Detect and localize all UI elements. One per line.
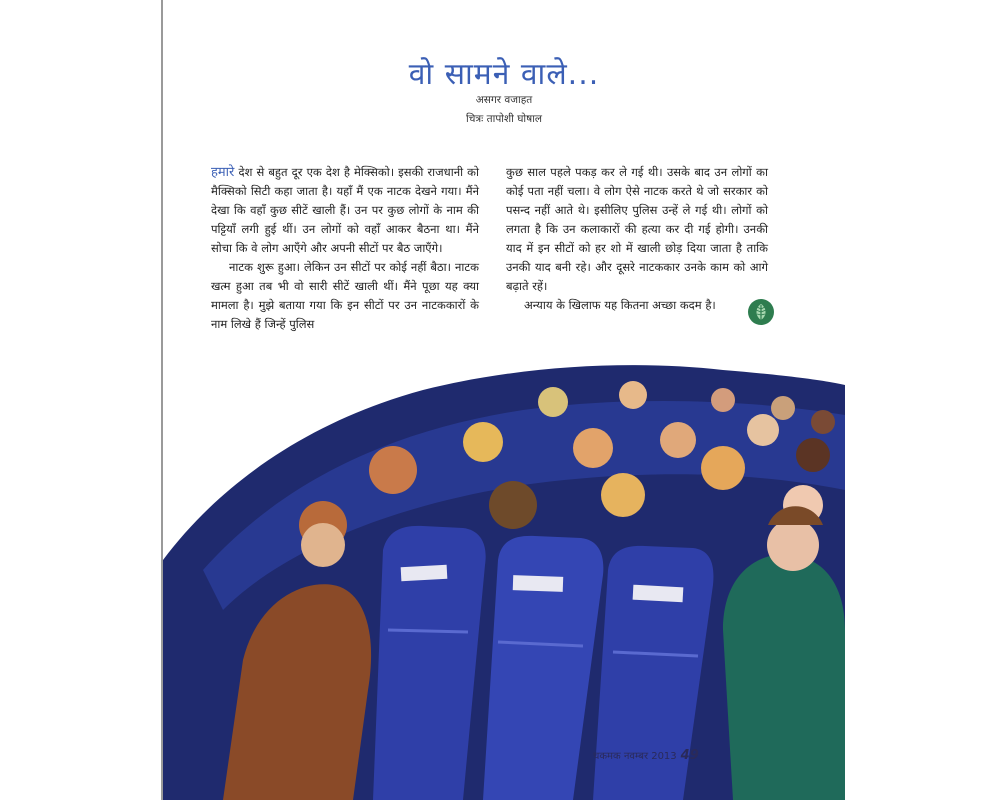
lead-word: हमारे [211,165,235,180]
paragraph: नाटक शुरू हुआ। लेकिन उन सीटों पर कोई नहीं बैठा। नाटक खत्म हुआ तब भी वो सारी सीटें खाली थीं। मैंने पूछा यह क्या मामला है। मुझे बताया गया कि इन सीटों पर उन नाटककारों के नाम लिखे हैं जिन्हें पुलिस [211,260,479,331]
paragraph: कुछ साल पहले पकड़ कर ले गई थी। उसके बाद उन लोगों का कोई पता नहीं चला। वे लोग ऐसे नाटक करते थे जो सरकार को पसन्द नहीं आते थे। इसीलिए पुलिस उन्हें ले गई थी। लोगों को लगता है कि उन कलाकारों की हत्या कर दी गई होगी। उनकी याद में इन सीटों को हर शो में खाली छोड़ दिया जाता है ताकि उनकी याद बनी रहे। और दूसरे नाटककार उनके काम को आगे बढ़ाते रहें। [506,165,768,293]
magazine-page [163,0,845,800]
text-column-right [506,163,768,315]
author-name: असगर वजाहत [475,94,533,106]
text-column-left [211,163,479,334]
magazine-name: चकमक नवम्बर 2013 [593,751,677,762]
illustrator-credit: चित्रः तापोशी घोषाल [465,113,543,125]
audience-member-right [723,554,845,800]
page-number: 49 [680,748,699,763]
theatre-audience-illustration [163,330,845,800]
paragraph: अन्याय के खिलाफ यह कितना अच्छा कदम है। [524,298,716,312]
paragraph [211,163,479,258]
story-title: वो सामने वाले... [408,57,600,92]
end-of-story-leaf-icon [747,298,775,326]
page-footer [593,748,699,763]
paragraph-text: देश से बहुत दूर एक देश है मेक्सिको। इसकी राजधानी को मैक्सिको सिटी कहा जाता है। यहाँ मैं एक नाटक देखने गया। मैंने देखा कि वहाँ कुछ सीटें खाली हैं। उन पर कुछ लोगों के नाम की पट्टियाँ लगी हुई थीं। उन लोगों को वहाँ आकर बैठना था। मैंने सोचा कि वे लोग आएँगे और अपनी सीटों पर बैठ जाएँगे। [211,165,479,255]
